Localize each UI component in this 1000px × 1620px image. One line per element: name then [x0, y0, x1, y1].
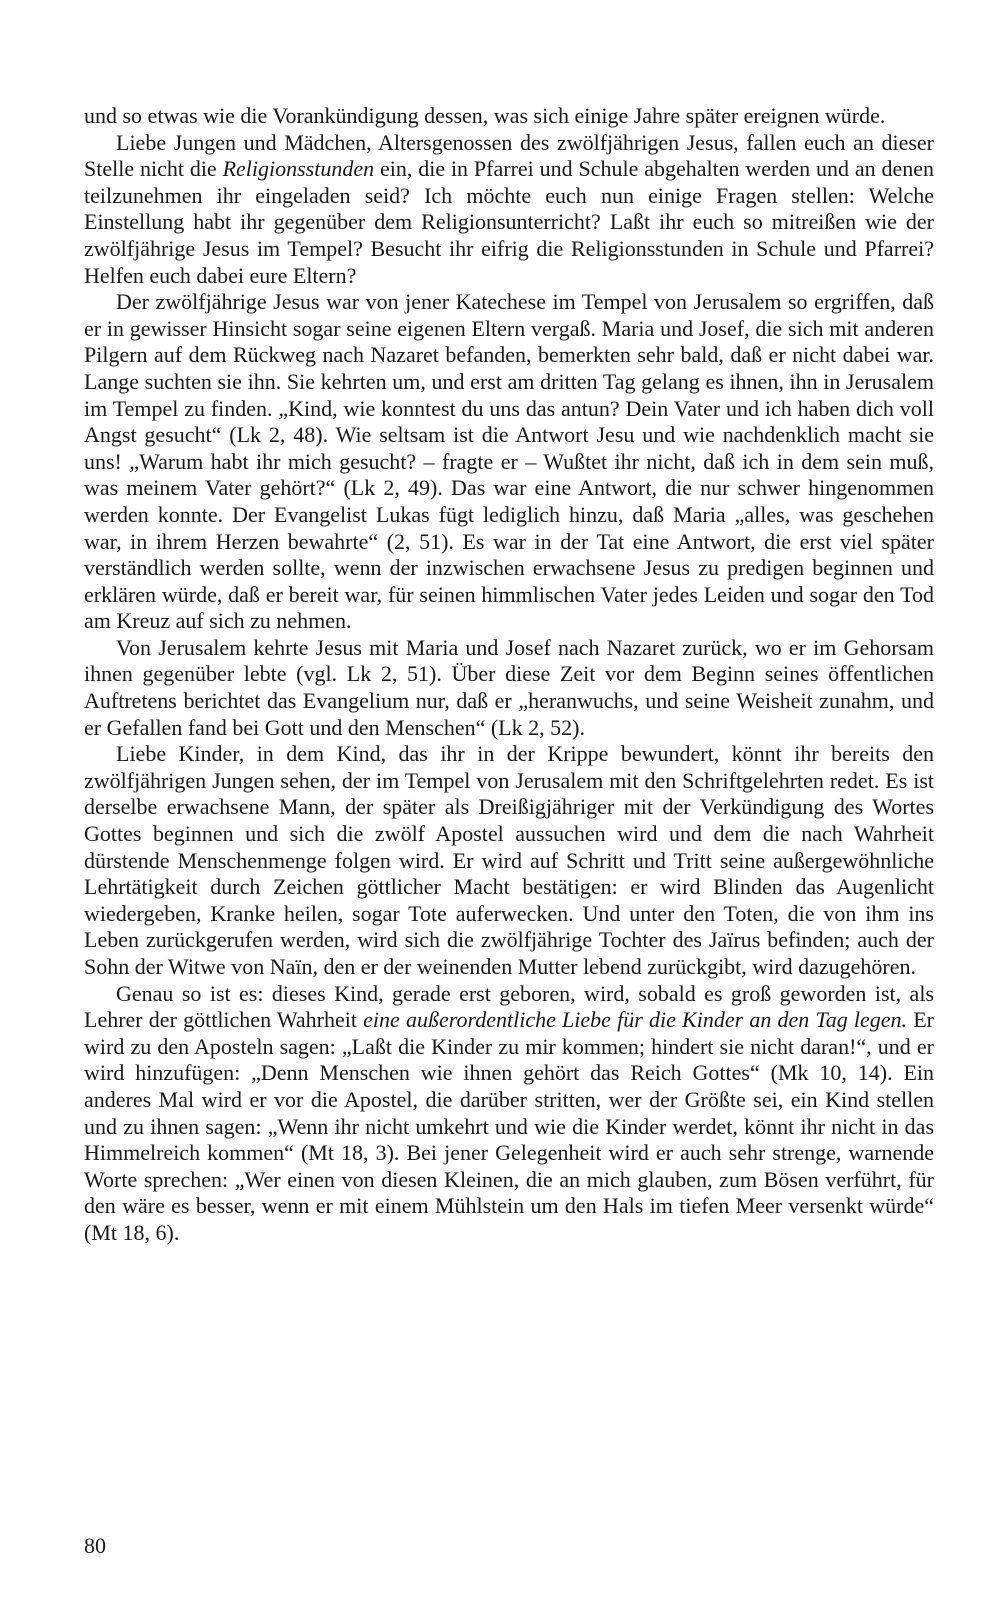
- paragraph: [84, 635, 934, 741]
- paragraph: [84, 130, 934, 290]
- text-run: Genau so ist es: dieses Kind, gerade erst geboren, wird, sobald es groß geworden ist, als Lehrer der göttlichen Wahrheit: [84, 980, 934, 1033]
- text-run: Liebe Kinder, in dem Kind, das ihr in der Krippe bewundert, könnt ihr bereits den zwölfjährigen Jungen sehen, der im Tempel von Jerusalem mit den Schriftgelehrten redet. Es ist derselbe erwachsene Mann, der später als Dreißigjähriger mit der Verkündigung des Wortes Gottes beginnen und sich die zwölf Apostel aussuchen wird und dem die nach Wahrheit dürstende Menschenmenge folgen wird. Er wird auf Schritt und Tritt seine außergewöhnliche Lehrtätigkeit durch Zeichen göttlicher Macht bestätigen: er wird Blinden das Augenlicht wiedergeben, Kranke heilen, sogar Tote auferwecken. Und unter den Toten, die von ihm ins Leben zurückgerufen werden, wird sich die zwölfjährige Tochter des Jaïrus befinden; auch der Sohn der Witwe von Naïn, den er der weinenden Mutter lebend zurückgibt, wird dazugehören.: [84, 741, 934, 979]
- body-text: [84, 103, 934, 1247]
- text-run: Liebe Jungen und Mädchen, Altersgenossen des zwölfjährigen Jesus, fallen euch an dieser Stelle nicht die: [84, 129, 934, 182]
- text-run: Von Jerusalem kehrte Jesus mit Maria und Josef nach Nazaret zurück, wo er im Gehorsam ihnen gegenüber lebte (vgl. Lk 2, 51). Über diese Zeit vor dem Beginn seines öffentlichen Auftretens berichtet das Evangelium nur, daß er „heranwuchs, und seine Weisheit zunahm, und er Gefallen fand bei Gott und den Menschen“ (Lk 2, 52).: [84, 634, 934, 740]
- paragraph: [84, 741, 934, 980]
- page-number: 80: [84, 1533, 106, 1558]
- text-run: und so etwas wie die Vorankündigung dessen, was sich einige Jahre später ereignen würde.: [84, 103, 886, 128]
- emphasized-text: eine außerordentliche Liebe für die Kinder an den Tag legen.: [363, 1007, 908, 1033]
- text-run: Er wird zu den Aposteln sagen: „Laßt die Kinder zu mir kommen; hindert sie nicht daran!“, und er wird hinzufügen: „Denn Menschen wie ihnen gehört das Reich Gottes“ (Mk 10, 14). Ein anderes Mal wird er vor die Apostel, die darüber stritten, wer der Größte sei, ein Kind stellen und zu ihnen sagen: „Wenn ihr nicht umkehrt und wie die Kinder werdet, könnt ihr nicht in das Himmelreich kommen“ (Mt 18, 3). Bei jener Gelegenheit wird er auch sehr strenge, warnende Worte sprechen: „Wer einen von diesen Kleinen, die an mich glauben, zum Bösen verführt, für den wäre es besser, wenn er mit einem Mühlstein um den Hals im tiefen Meer versenkt würde“ (Mt 18, 6).: [84, 1007, 935, 1245]
- paragraph: [84, 981, 934, 1247]
- text-run: Der zwölfjährige Jesus war von jener Katechese im Tempel von Jerusalem so ergriffen, daß er in gewisser Hinsicht sogar seine eigenen Eltern vergaß. Maria und Josef, die sich mit anderen Pilgern auf dem Rückweg nach Nazaret befanden, bemerkten sehr bald, daß er nicht dabei war. Lange suchten sie ihn. Sie kehrten um, und erst am dritten Tag gelang es ihnen, ihn in Jerusalem im Tempel zu finden. „Kind, wie konntest du uns das antun? Dein Vater und ich haben dich voll Angst gesucht“ (Lk 2, 48). Wie seltsam ist die Antwort Jesu und wie nachdenklich macht sie uns! „Warum habt ihr mich gesucht? – fragte er – Wußtet ihr nicht, daß ich in dem sein muß, was meinem Vater gehört?“ (Lk 2, 49). Das war eine Antwort, die nur schwer hingenommen werden konnte. Der Evangelist Lukas fügt lediglich hinzu, daß Maria „alles, was geschehen war, in ihrem Herzen bewahrte“ (2, 51). Es war in der Tat eine Antwort, die erst viel später verständlich werden sollte, wenn der inzwischen erwachsene Jesus zu predigen beginnen und erklären würde, daß er bereit war, für seinen himmlischen Vater jedes Leiden und sogar den Tod am Kreuz auf sich zu nehmen.: [84, 289, 934, 634]
- paragraph: [84, 289, 934, 635]
- text-run: ein, die in Pfarrei und Schule abgehalten werden und an denen teilzunehmen ihr eingeladen seid? Ich möchte euch nun einige Fragen stellen: Welche Einstellung habt ihr gegenüber dem Religionsunterricht? Laßt ihr euch so mitreißen wie der zwölfjährige Jesus im Tempel? Besucht ihr eifrig die Religionsstunden in Schule und Pfarrei? Helfen euch dabei eure Eltern?: [84, 156, 935, 288]
- paragraph: [84, 103, 934, 130]
- emphasized-text: Religionsstunden: [222, 156, 375, 182]
